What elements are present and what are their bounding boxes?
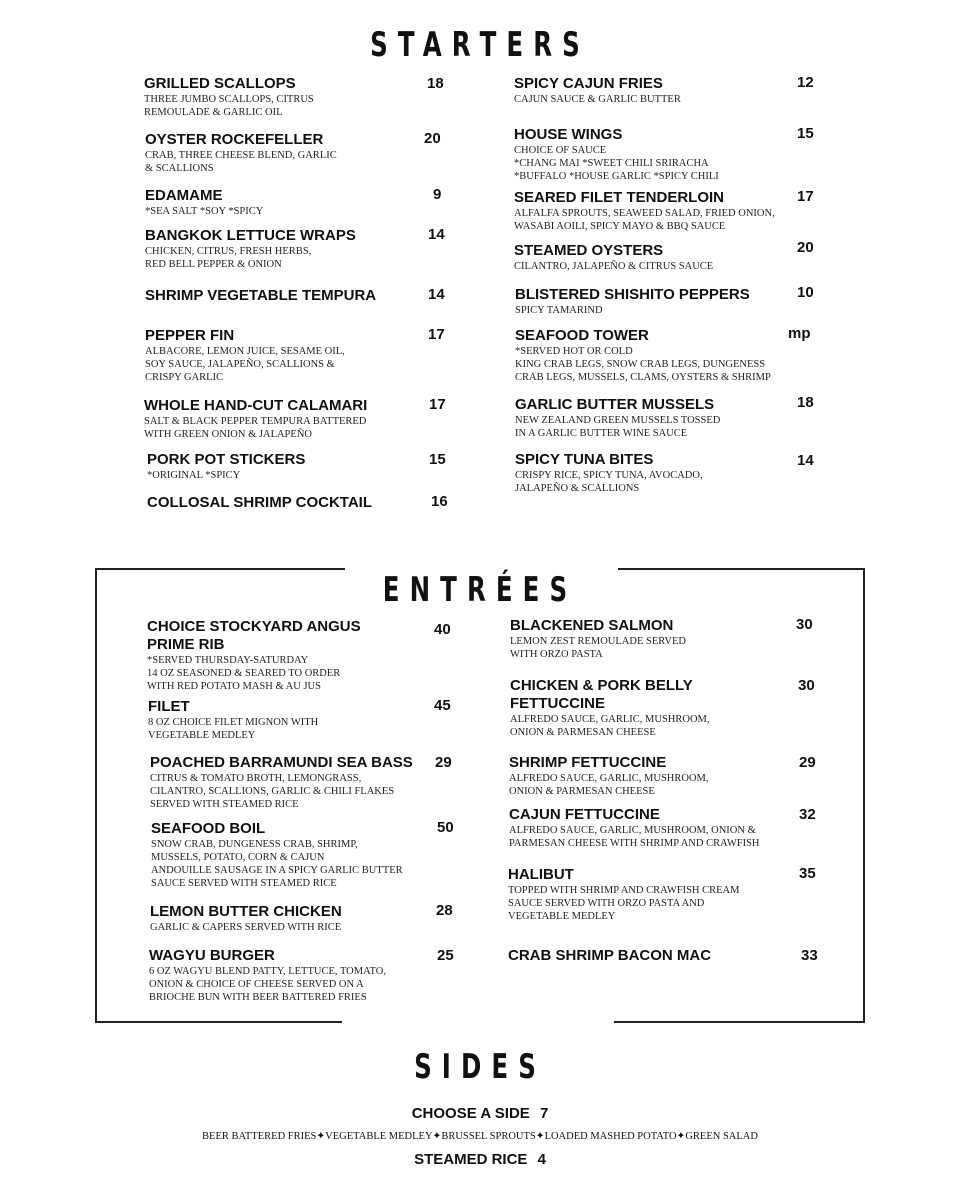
item-description: TOPPED WITH SHRIMP AND CRAWFISH CREAM SAUCE SERVED WITH ORZO PASTA AND VEGETABLE MEDLEY [508, 885, 740, 922]
menu-item [509, 754, 789, 798]
item-name: FILET [148, 698, 190, 715]
item-description: 6 OZ WAGYU BLEND PATTY, LETTUCE, TOMATO, ONION & CHOICE OF CHEESE SERVED ON A BRIOCHE BUN WITH BEER BATTERED FRIES [149, 966, 386, 1003]
frame-right-line [863, 568, 865, 1023]
item-name: SEARED FILET TENDERLOIN [514, 189, 725, 206]
menu-item [145, 287, 435, 305]
item-name: STEAMED OYSTERS [514, 242, 664, 259]
item-name: LEMON BUTTER CHICKEN [150, 903, 342, 920]
choose-a-side-label: CHOOSE A SIDE [411, 1105, 530, 1122]
item-name: CHICKEN & PORK BELLY FETTUCCINE [510, 677, 693, 712]
steamed-rice-price: 4 [537, 1151, 546, 1168]
item-name: CRAB SHRIMP BACON MAC [508, 947, 712, 964]
item-price: 17 [797, 188, 814, 205]
item-name: PORK POT STICKERS [147, 451, 306, 468]
item-description: SPICY TAMARIND [515, 305, 603, 316]
item-name: CHOICE STOCKYARD ANGUS PRIME RIB [147, 618, 361, 653]
item-description: ALBACORE, LEMON JUICE, SESAME OIL, SOY SAUCE, JALAPEÑO, SCALLIONS & CRISPY GARLIC [145, 346, 345, 383]
menu-item [151, 820, 441, 890]
menu-item [147, 494, 437, 512]
menu-item [515, 327, 805, 384]
item-name: SEAFOOD BOIL [151, 820, 266, 837]
item-price: 33 [801, 947, 818, 964]
item-name: SEAFOOD TOWER [515, 327, 649, 344]
item-description: NEW ZEALAND GREEN MUSSELS TOSSED IN A GARLIC BUTTER WINE SAUCE [515, 415, 721, 439]
item-name: GARLIC BUTTER MUSSELS [515, 396, 715, 413]
item-description: SALT & BLACK PEPPER TEMPURA BATTERED WITH GREEN ONION & JALAPEÑO [144, 416, 367, 440]
menu-item [514, 126, 804, 183]
entrees-title: ENTRÉES [382, 570, 578, 610]
menu-item [510, 617, 790, 661]
menu-item [514, 242, 804, 273]
item-price: 17 [429, 396, 446, 413]
menu-item [144, 397, 434, 441]
item-price: 15 [429, 451, 446, 468]
frame-top-right-line [618, 568, 865, 570]
item-name: GRILLED SCALLOPS [144, 75, 296, 92]
item-description: CAJUN SAUCE & GARLIC BUTTER [514, 94, 681, 105]
item-price: 28 [436, 902, 453, 919]
item-price: 32 [799, 806, 816, 823]
frame-left-line [95, 568, 97, 1023]
item-name: BLISTERED SHISHITO PEPPERS [515, 286, 750, 303]
menu-item [148, 698, 423, 742]
item-description: *SEA SALT *SOY *SPICY [145, 206, 264, 217]
item-name: SHRIMP FETTUCCINE [509, 754, 667, 771]
menu-item [150, 754, 440, 811]
item-price: 20 [797, 239, 814, 256]
item-name: EDAMAME [145, 187, 223, 204]
menu-item [514, 189, 804, 233]
item-price: 30 [796, 616, 813, 633]
item-name: BANGKOK LETTUCE WRAPS [145, 227, 356, 244]
menu-item [144, 75, 434, 119]
item-price: 16 [431, 493, 448, 510]
item-description: ALFALFA SPROUTS, SEAWEED SALAD, FRIED ONION, WASABI AOILI, SPICY MAYO & BBQ SAUCE [514, 208, 775, 232]
menu-item [150, 903, 430, 934]
item-name: SPICY CAJUN FRIES [514, 75, 663, 92]
menu-item [147, 618, 422, 693]
item-description: 8 OZ CHOICE FILET MIGNON WITH VEGETABLE MEDLEY [148, 717, 319, 741]
item-name: SPICY TUNA BITES [515, 451, 654, 468]
menu-item [508, 947, 788, 965]
frame-bottom-right-line [614, 1021, 865, 1023]
item-description: THREE JUMBO SCALLOPS, CITRUS REMOULADE & GARLIC OIL [144, 94, 314, 118]
item-price: 25 [437, 947, 454, 964]
menu-item [145, 131, 435, 175]
item-name: OYSTER ROCKEFELLER [145, 131, 324, 148]
item-price: 14 [428, 286, 445, 303]
item-name: BLACKENED SALMON [510, 617, 674, 634]
item-price: 40 [434, 621, 451, 638]
item-description: CILANTRO, JALAPEÑO & CITRUS SAUCE [514, 261, 714, 272]
item-price: 14 [428, 226, 445, 243]
item-price: 17 [428, 326, 445, 343]
item-name: WAGYU BURGER [149, 947, 275, 964]
menu-item [145, 227, 435, 271]
item-price: 10 [797, 284, 814, 301]
menu-item [508, 866, 788, 923]
item-description: GARLIC & CAPERS SERVED WITH RICE [150, 922, 342, 933]
item-price: 14 [797, 452, 814, 469]
item-description: CRISPY RICE, SPICY TUNA, AVOCADO, JALAPEÑO & SCALLIONS [515, 470, 703, 494]
item-name: HALIBUT [508, 866, 574, 883]
item-price: 45 [434, 697, 451, 714]
choose-a-side-line [0, 1105, 960, 1123]
item-name: SHRIMP VEGETABLE TEMPURA [145, 287, 377, 304]
item-price: 12 [797, 74, 814, 91]
item-price: 35 [799, 865, 816, 882]
item-name: PEPPER FIN [145, 327, 235, 344]
frame-top-left-line [95, 568, 345, 570]
item-name: POACHED BARRAMUNDI SEA BASS [150, 754, 413, 771]
item-description: SNOW CRAB, DUNGENESS CRAB, SHRIMP, MUSSELS, POTATO, CORN & CAJUN ANDOUILLE SAUSAGE IN A SPICY GARLIC BUTTER SAUCE SERVED WITH STEAMED RICE [151, 839, 403, 889]
item-description: CHOICE OF SAUCE *CHANG MAI *SWEET CHILI SRIRACHA *BUFFALO *HOUSE GARLIC *SPICY CHILI [514, 145, 719, 182]
menu-item [515, 451, 805, 495]
item-name: COLLOSAL SHRIMP COCKTAIL [147, 494, 372, 511]
choose-a-side-price: 7 [539, 1105, 549, 1122]
item-description: *SERVED HOT OR COLD KING CRAB LEGS, SNOW CRAB LEGS, DUNGENESS CRAB LEGS, MUSSELS, CLAMS, OYSTERS & SHRIMP [515, 346, 771, 383]
item-price: 15 [797, 125, 814, 142]
sides-title: SIDES [414, 1047, 546, 1087]
item-description: CITRUS & TOMATO BROTH, LEMONGRASS, CILANTRO, SCALLIONS, GARLIC & CHILI FLAKES SERVED WITH STEAMED RICE [150, 773, 395, 810]
item-description: ALFREDO SAUCE, GARLIC, MUSHROOM, ONION & PARMESAN CHEESE [510, 714, 710, 738]
menu-item [147, 451, 437, 482]
item-price: 29 [435, 754, 452, 771]
menu-item [510, 677, 790, 739]
item-price: 9 [433, 186, 442, 203]
menu-item [509, 806, 799, 850]
item-description: *ORIGINAL *SPICY [147, 470, 241, 481]
item-price: 18 [427, 75, 444, 92]
item-description: CRAB, THREE CHEESE BLEND, GARLIC & SCALLIONS [145, 150, 337, 174]
item-description: CHICKEN, CITRUS, FRESH HERBS, RED BELL PEPPER & ONION [145, 246, 312, 270]
item-description: ALFREDO SAUCE, GARLIC, MUSHROOM, ONION & PARMESAN CHEESE [509, 773, 709, 797]
menu-item [145, 187, 435, 218]
menu-item [515, 396, 805, 440]
menu-item [149, 947, 429, 1004]
menu-item [145, 327, 435, 384]
item-price: 20 [424, 130, 441, 147]
sides-list: BEER BATTERED FRIES✦VEGETABLE MEDLEY✦BRUSSEL SPROUTS✦LOADED MASHED POTATO✦GREEN SALAD [202, 1131, 758, 1142]
steamed-rice-label: STEAMED RICE [414, 1151, 528, 1168]
item-name: CAJUN FETTUCCINE [509, 806, 660, 823]
item-description: LEMON ZEST REMOULADE SERVED WITH ORZO PASTA [510, 636, 687, 660]
item-price: 30 [798, 677, 815, 694]
item-price: 18 [797, 394, 814, 411]
item-description: ALFREDO SAUCE, GARLIC, MUSHROOM, ONION & PARMESAN CHEESE WITH SHRIMP AND CRAWFISH [509, 825, 760, 849]
menu-item [514, 75, 804, 106]
item-name: HOUSE WINGS [514, 126, 623, 143]
item-price: 50 [437, 819, 454, 836]
item-description: *SERVED THURSDAY-SATURDAY 14 OZ SEASONED & SEARED TO ORDER WITH RED POTATO MASH & AU JUS [147, 655, 341, 692]
steamed-rice-line [0, 1151, 960, 1169]
item-name: WHOLE HAND-CUT CALAMARI [144, 397, 368, 414]
starters-title: STARTERS [370, 25, 590, 65]
menu-item [515, 286, 805, 317]
item-price: 29 [799, 754, 816, 771]
item-price: mp [788, 325, 811, 342]
frame-bottom-left-line [95, 1021, 342, 1023]
